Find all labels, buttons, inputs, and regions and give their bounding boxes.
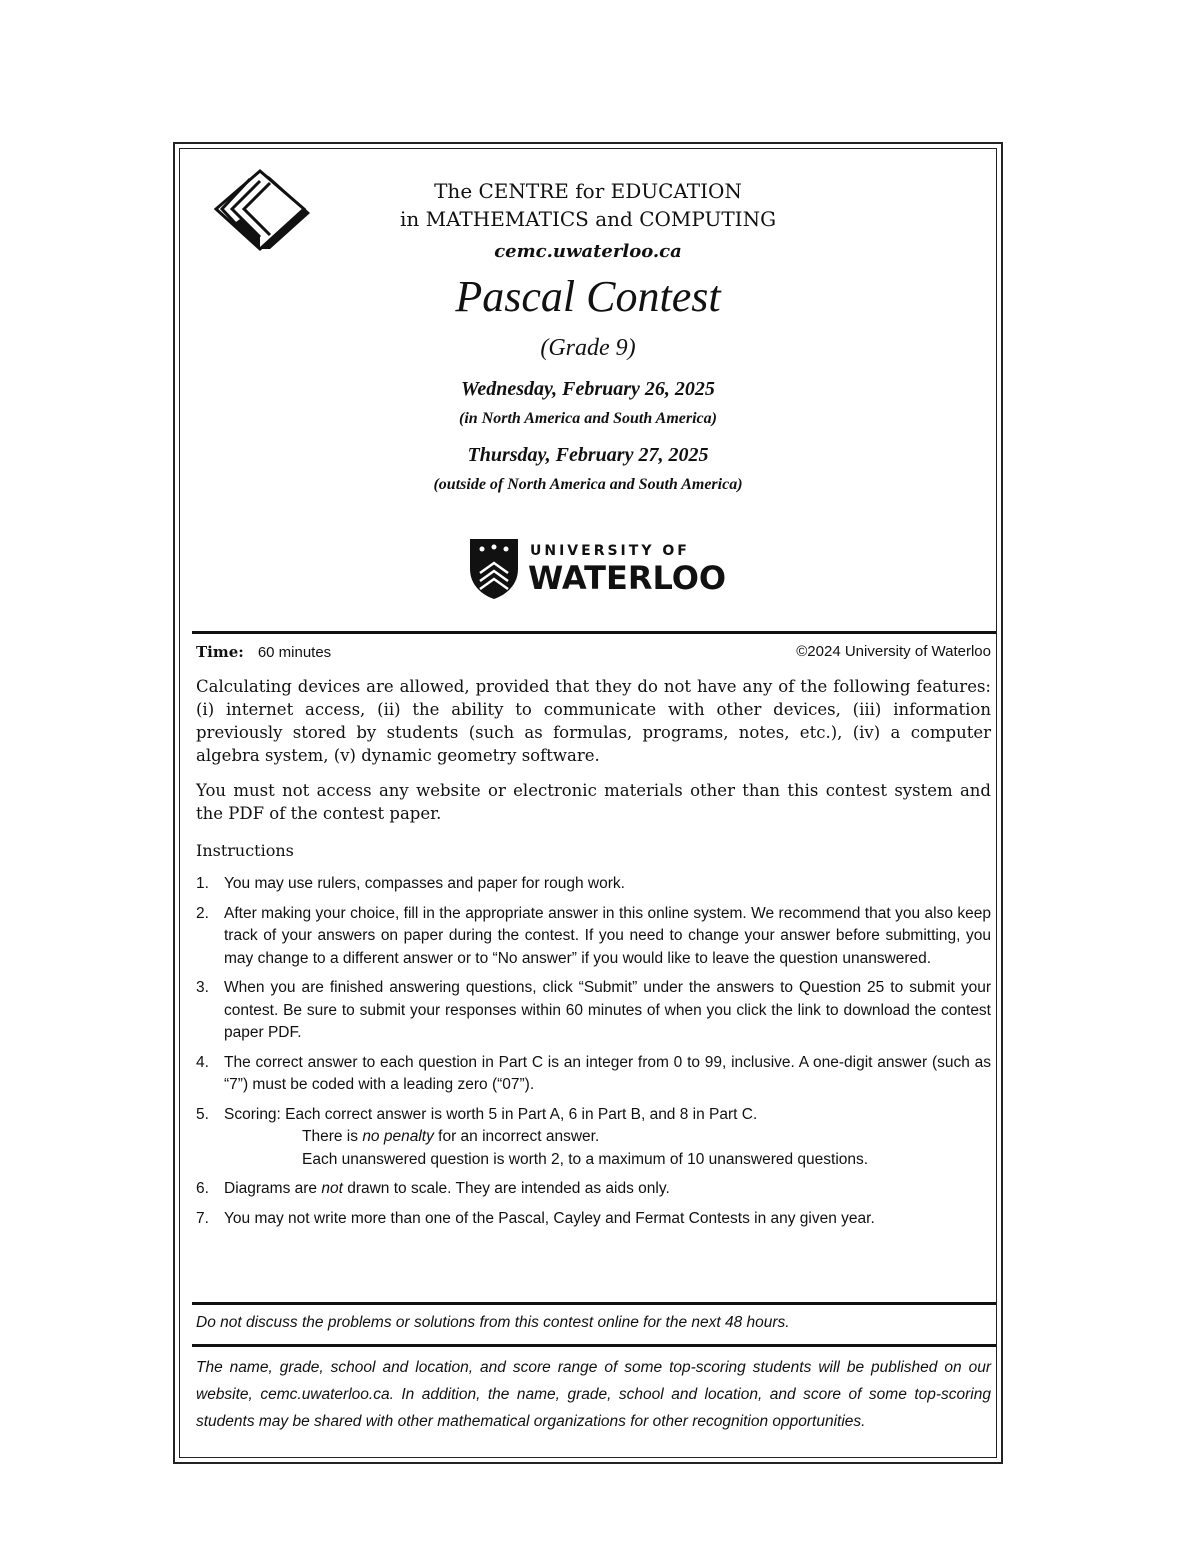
access-paragraph: You must not access any website or electronic materials other than this contest system and the PDF of the contest paper. xyxy=(196,781,991,823)
grade-label: (Grade 9) xyxy=(540,335,636,361)
discussion-note: Do not discuss the problems or solutions from this contest online for the next 48 hours. xyxy=(196,1314,790,1331)
org-line-2: in MATHEMATICS and COMPUTING xyxy=(399,207,777,231)
instructions-heading: Instructions xyxy=(196,841,294,860)
instruction-item: 6. Diagrams are not drawn to scale. They are intended as aids only. xyxy=(196,1180,670,1197)
devices-paragraph: Calculating devices are allowed, provided that they do not have any of the following features: (i) internet access, (ii) the ability to communicate with other devices, (iii) information previously stored by students (such as formulas, programs, notes, etc.), (iv) a computer algebra system, (v) dynamic geometry software. xyxy=(196,677,991,765)
meta-row xyxy=(196,643,991,661)
region-outside: (outside of North America and South America) xyxy=(433,476,743,493)
divider-rule xyxy=(192,1344,996,1347)
date-americas: Wednesday, February 26, 2025 xyxy=(461,378,715,400)
org-line-1: The CENTRE for EDUCATION xyxy=(434,179,742,203)
instruction-item: 4. The correct answer to each question in Part C is an integer from 0 to 99, inclusive. A one-digit answer (such as “7”) must be coded with a leading zero (“07”). xyxy=(196,1053,991,1093)
divider-rule xyxy=(192,631,996,634)
page-inner-frame xyxy=(179,148,997,1458)
instruction-item: 1. You may use rulers, compasses and paper for rough work. xyxy=(196,875,625,892)
region-americas: (in North America and South America) xyxy=(459,410,717,427)
time-value: 60 minutes xyxy=(257,644,332,661)
copyright: ©2024 University of Waterloo xyxy=(796,643,991,660)
website-url: cemc.uwaterloo.ca xyxy=(494,241,682,262)
publication-note: The name, grade, school and location, and score range of some top-scoring students will be published on our website, cemc.uwaterloo.ca. In addition, the name, grade, school and location, and score of some top-scoring students may be shared with other mathematical organizations for other recognition opportunities. xyxy=(196,1359,991,1430)
instructions-list xyxy=(196,873,991,1237)
contest-title: Pascal Contest xyxy=(455,272,721,321)
date-outside: Thursday, February 27, 2025 xyxy=(467,444,709,466)
time-label: Time: xyxy=(196,643,244,661)
instruction-item: 5. Scoring: Each correct answer is worth 5 in Part A, 6 in Part B, and 8 in Part C. There is no penalty for an incorrect answer. Each unanswered question is worth 2, to a maximum of 10 unanswered questions. xyxy=(196,1105,869,1168)
university-logo xyxy=(466,535,726,601)
instruction-item: 7. You may not write more than one of the Pascal, Cayley and Fermat Contests in any given year. xyxy=(196,1209,875,1227)
page-frame xyxy=(173,142,1003,1464)
organization-name xyxy=(180,177,996,233)
uw-logo-line2: WATERLOO xyxy=(528,559,726,597)
divider-rule xyxy=(192,1302,996,1305)
instruction-item: 3. When you are finished answering questions, click “Submit” under the answers to Question 25 to submit your contest. Be sure to submit your responses within 60 minutes of when you click the link to download the contest paper PDF. xyxy=(196,979,991,1041)
instruction-item: 2. After making your choice, fill in the appropriate answer in this online system. We recommend that you also keep track of your answers on paper during the contest. If you need to change your answer before submitting, you may change to a different answer or to “No answer” if you would like to leave the question unanswered. xyxy=(196,904,991,967)
time-info xyxy=(196,643,331,661)
uw-logo-line1: UNIVERSITY OF xyxy=(530,543,690,559)
